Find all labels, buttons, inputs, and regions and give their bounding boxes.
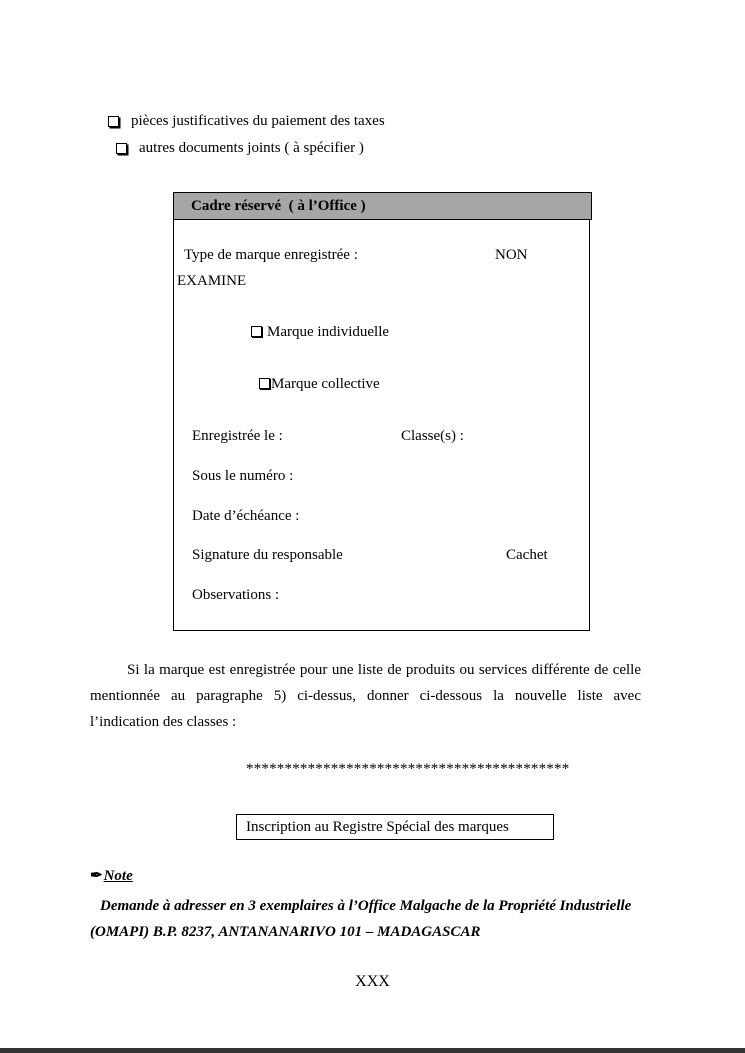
collective-mark-label: Marque collective <box>271 376 380 392</box>
special-register-box <box>236 814 554 840</box>
type-of-mark-value-word2: EXAMINE <box>177 273 247 289</box>
checkbox-taxes[interactable] <box>108 116 119 127</box>
stamp-label: Cachet <box>506 547 548 563</box>
type-of-mark-label: Type de marque enregistrée : <box>184 247 358 263</box>
new-list-paragraph: Si la marque est enregistrée pour une liste de produits ou services différente de celle mentionnée au paragraphe 5) ci-dessus, donner ci-dessous la nouvelle liste avec l’indication des classes : <box>90 662 641 730</box>
note-title <box>90 866 133 885</box>
checkbox-collective-mark[interactable] <box>259 378 270 389</box>
page-footer-mark: XXX <box>355 973 390 990</box>
special-register-label: Inscription au Registre Spécial des marques <box>246 819 509 835</box>
attachment-other-documents-label: autres documents joints ( à spécifier ) <box>139 140 364 156</box>
individual-mark-label: Marque individuelle <box>267 324 390 340</box>
classes-label: Classe(s) : <box>401 428 464 444</box>
asterisk-separator: ****************************************** <box>246 761 570 777</box>
pen-nib-icon: ✒ <box>90 868 103 884</box>
attachment-item-taxes <box>108 113 385 130</box>
page-bottom-edge <box>0 1048 745 1053</box>
attachment-taxes-label: pièces justificatives du paiement des taxes <box>131 113 385 129</box>
registered-on-label: Enregistrée le : <box>192 428 283 444</box>
note-body: Demande à adresser en 3 exemplaires à l’Office Malgache de la Propriété Industrielle (OMAPI) B.P. 8237, ANTANANARIVO 101 – MADAGASCAR <box>90 898 632 940</box>
type-of-mark-value-word1: NON <box>495 247 528 263</box>
checkbox-other-documents[interactable] <box>116 143 127 154</box>
attachment-item-other-documents <box>116 140 364 157</box>
office-reserved-box <box>173 192 590 631</box>
checkbox-individual-mark[interactable] <box>251 326 262 337</box>
note-title-label: Note <box>103 868 133 884</box>
expiry-date-label: Date d’échéance : <box>192 508 300 524</box>
signature-label: Signature du responsable <box>192 547 343 563</box>
observations-label: Observations : <box>192 587 280 603</box>
office-box-header: Cadre réservé ( à l’Office ) <box>173 192 592 220</box>
registration-number-label: Sous le numéro : <box>192 468 294 484</box>
